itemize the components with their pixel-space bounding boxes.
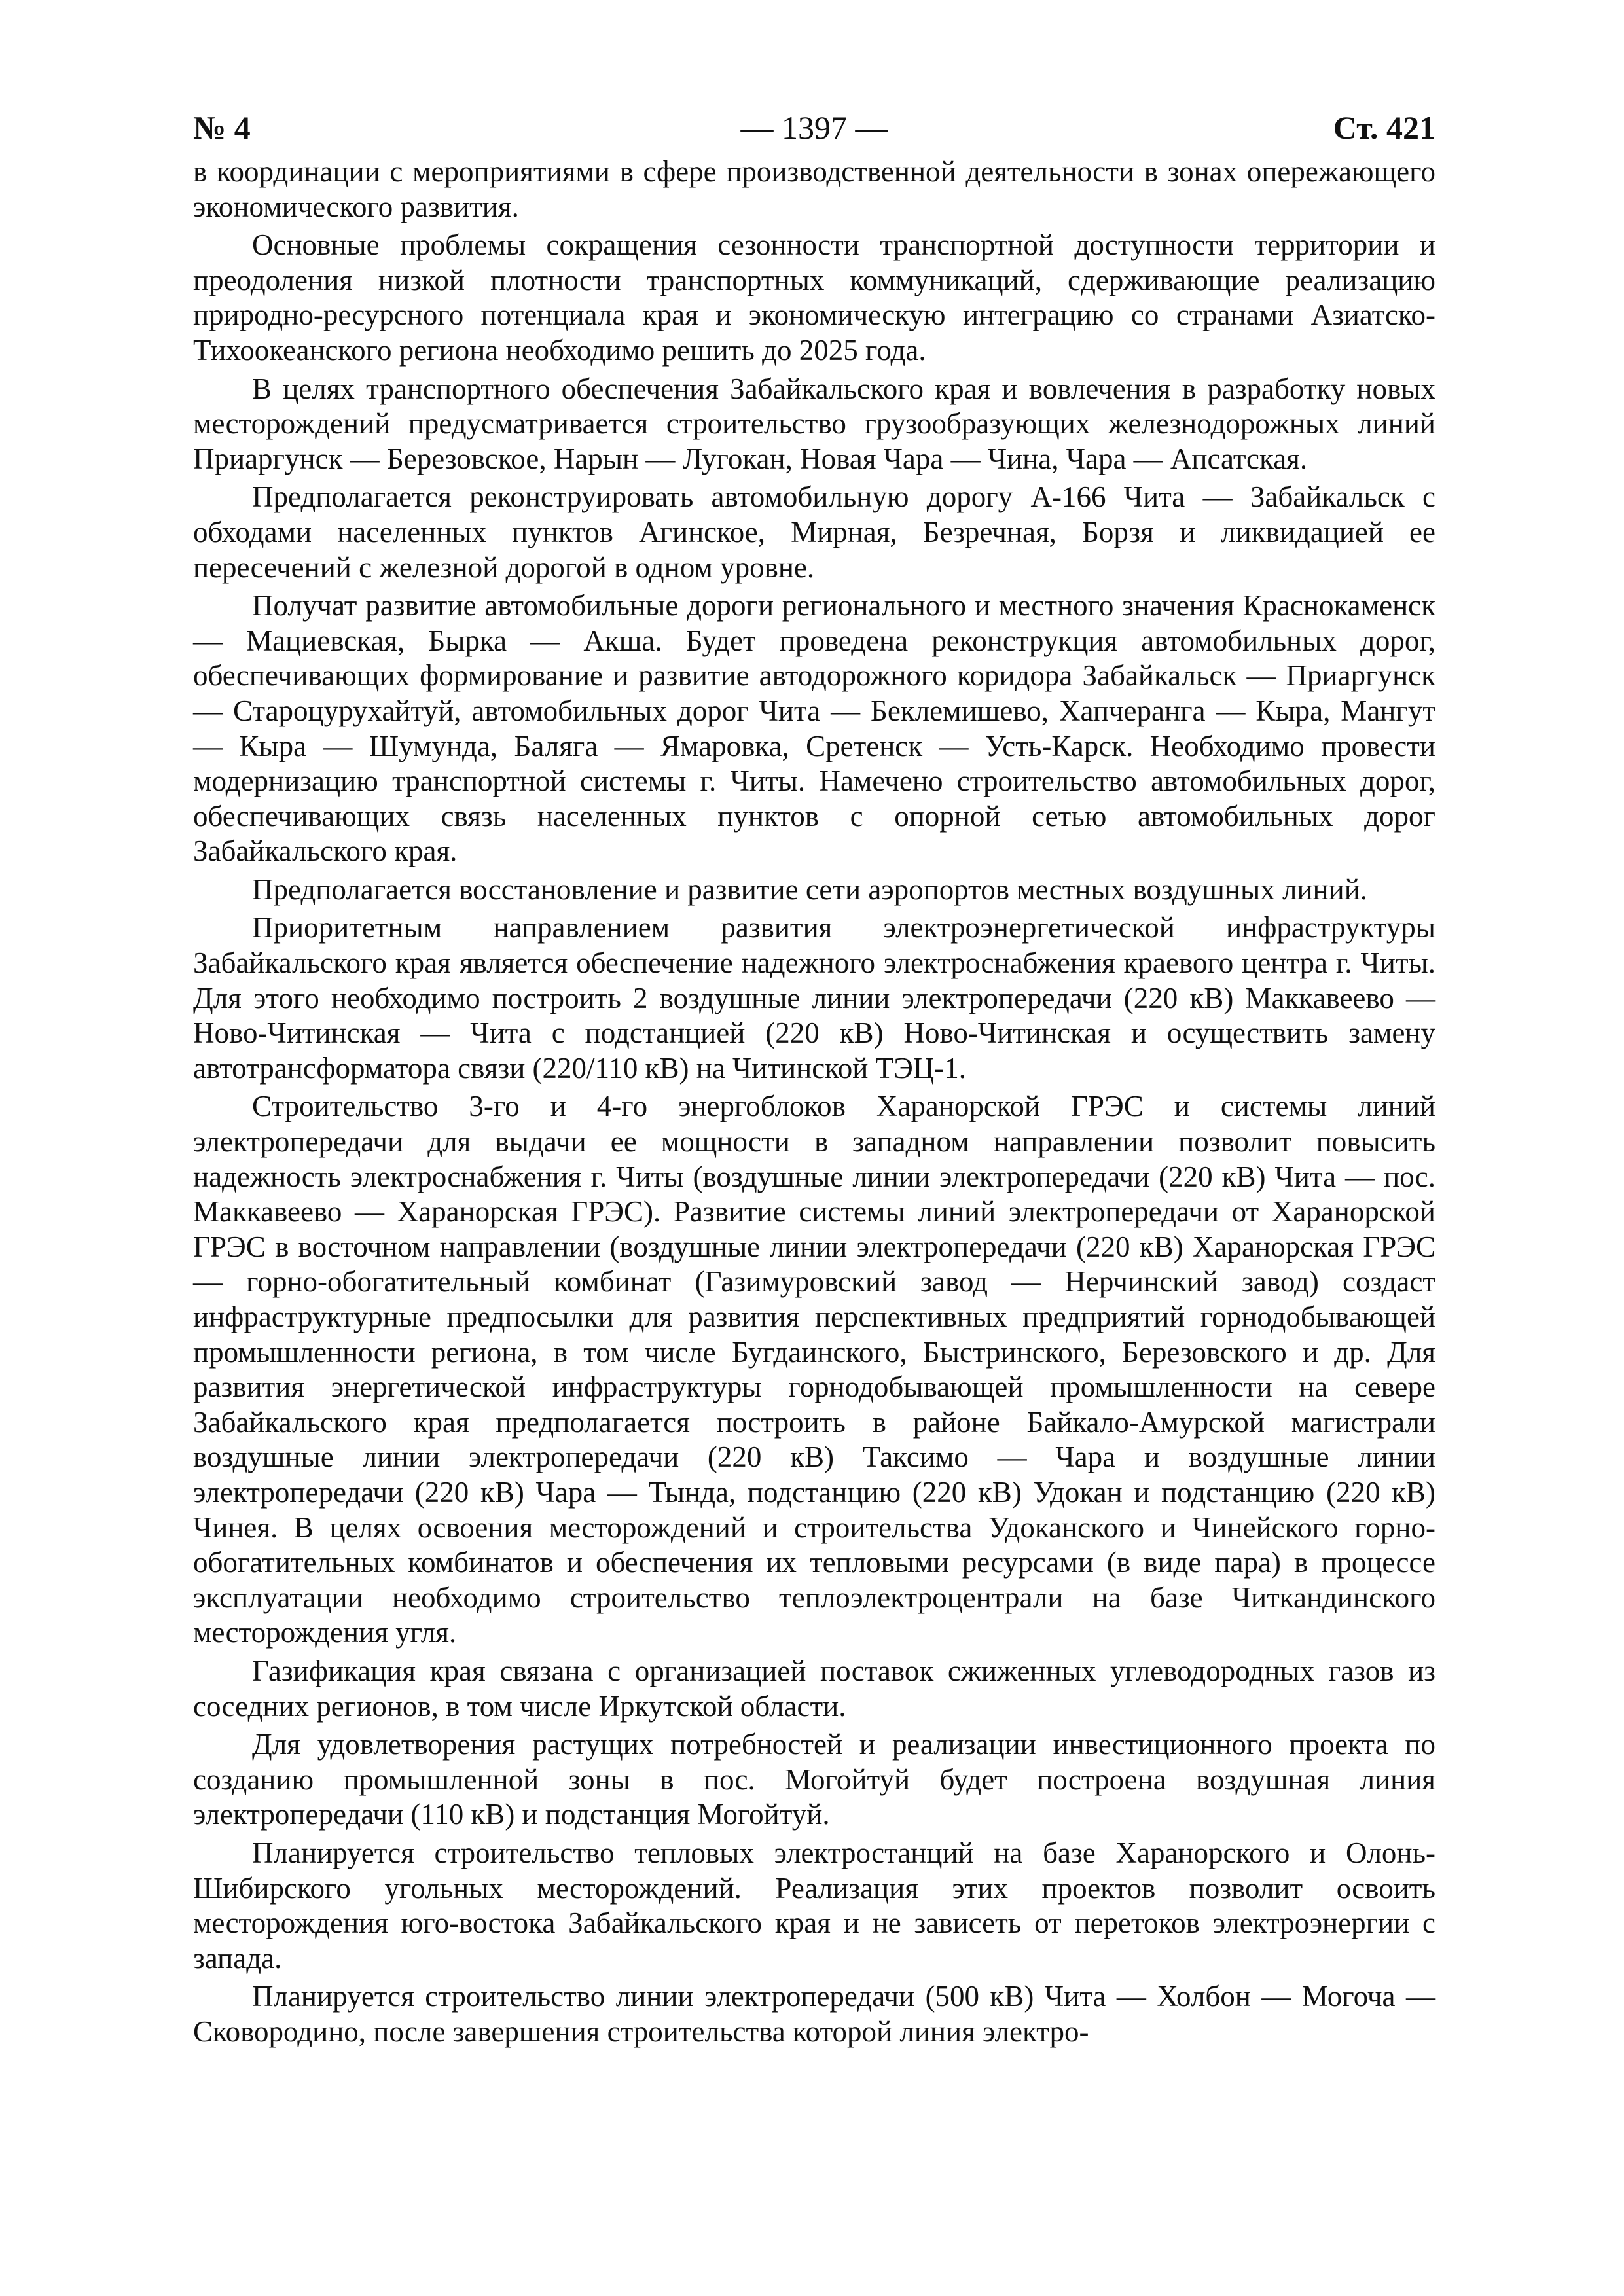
paragraph-airports: Предполагается восстановление и развитие сети аэропортов местных воздушных линий. [252, 872, 1368, 906]
paragraph-kharanor-gres: Строительство 3-го и 4-го энергоблоков Харанорской ГРЭС и системы линий электропередачи для выдачи ее мощности в западном направлении позволит повысить надежность электроснабжения г. Читы (воздушные линии электропередачи (220 кВ) Чита — пос. Маккавеево — Харанорская ГРЭС). Развитие системы линий электропередачи от Харанорской ГРЭС в восточном направлении (воздушные линии электропередачи (220 кВ) Харанорская ГРЭС — горно-обогатительный комбинат (Газимуровский завод — Нерчинский завод) создаст инфраструктурные предпосылки для развития перспективных предприятий горнодобывающей промышленности региона, в том числе Бугдаинского, Быстринского, Березовского и др. Для развития энергетической инфраструктуры горнодобывающей промышленности на севере Забайкальского края предполагается построить в районе Байкало-Амурской магистрали воздушные линии электропередачи (220 кВ) Таксимо — Чара и воздушные линии электропередачи (220 кВ) Чара — Тында, подстанцию (220 кВ) Удокан и подстанцию (220 кВ) Чинея. В целях освоения месторождений и строительства Удоканского и Чинейского горно-обогатительных комбинатов и обеспечения их тепловыми ресурсами (в виде пара) в процессе эксплуатации необходимо строительство теплоэлектроцентрали на базе Читкандинского месторождения угля. [193, 1090, 1435, 1649]
body-text [193, 154, 1435, 2049]
paragraph-continuation: в координации с мероприятиями в сфере производственной деятельности в зонах опережающего экономического развития. [193, 155, 1435, 223]
page-number: — 1397 — [740, 109, 888, 146]
paragraph-regional-roads: Получат развитие автомобильные дороги регионального и местного значения Краснокаменск — Мациевская, Бырка — Акша. Будет проведена реконструкция автомобильных дорог, обеспечивающих формирование и развитие автодорожного коридора Забайкальск — Приаргунск — Староцурухайтуй, автомобильных дорог Чита — Беклемишево, Хапчеранга — Кыра, Мангут — Кыра — Шумунда, Балягa — Ямаровка, Сретенск — Усть-Карск. Необходимо провести модернизацию транспортной системы г. Читы. Намечено строительство автомобильных дорог, обеспечивающих связь населенных пунктов с опорной сетью автомобильных дорог Забайкальского края. [193, 589, 1435, 868]
paragraph-highway-a166: Предполагается реконструировать автомобильную дорогу А-166 Чита — Забайкальск с обходами населенных пунктов Агинское, Мирная, Безречная, Борзя и ликвидацией ее пересечений с железной дорогой в одном уровне. [193, 480, 1435, 584]
paragraph-mogoytuy: Для удовлетворения растущих потребностей и реализации инвестиционного проекта по созданию промышленной зоны в пос. Могойтуй будет построена воздушная линия электропередачи (110 кВ) и подстанция Могойтуй. [193, 1728, 1435, 1831]
paragraph-railway-lines: В целях транспортного обеспечения Забайкальского края и вовлечения в разработку новых месторождений предусматривается строительство грузообразующих железнодорожных линий Приаргунск — Березовское, Нарын — Лугокан, Новая Чара — Чина, Чара — Апсатская. [193, 372, 1435, 475]
paragraph-power-infrastructure: Приоритетным направлением развития электроэнергетической инфраструктуры Забайкальского края является обеспечение надежного электроснабжения краевого центра г. Читы. Для этого необходимо построить 2 воздушные линии электропередачи (220 кВ) Маккавеево — Ново-Читинская — Чита с подстанцией (220 кВ) Ново-Читинская и осуществить замену автотрансформатора связи (220/110 кВ) на Читинской ТЭЦ-1. [193, 911, 1435, 1085]
paragraph-thermal-plants: Планируется строительство тепловых электростанций на базе Харанорского и Олонь-Шибирского угольных месторождений. Реализация этих проектов позволит освоить месторождения юго-востока Забайкальского края и не зависеть от перетоков электроэнергии с запада. [193, 1836, 1435, 1975]
paragraph-transport-accessibility: Основные проблемы сокращения сезонности транспортной доступности территории и преодоления низкой плотности транспортных коммуникаций, сдерживающие реализацию природно-ресурсного потенциала края и экономическую интеграцию со странами Азиатско-Тихоокеанского региона необходимо решить до 2025 года. [193, 228, 1435, 367]
paragraph-500kv-line: Планируется строительство линии электропередачи (500 кВ) Чита — Холбон — Могоча — Сковородино, после завершения строительства которой линия электро- [193, 1980, 1435, 2048]
issue-number: № 4 [193, 109, 251, 146]
running-header [193, 105, 1435, 151]
document-page [193, 105, 1435, 2053]
article-number: Ст. 421 [1333, 109, 1435, 146]
paragraph-gasification: Газификация края связана с организацией поставок сжиженных углеводородных газов из соседних регионов, в том числе Иркутской области. [193, 1654, 1435, 1723]
